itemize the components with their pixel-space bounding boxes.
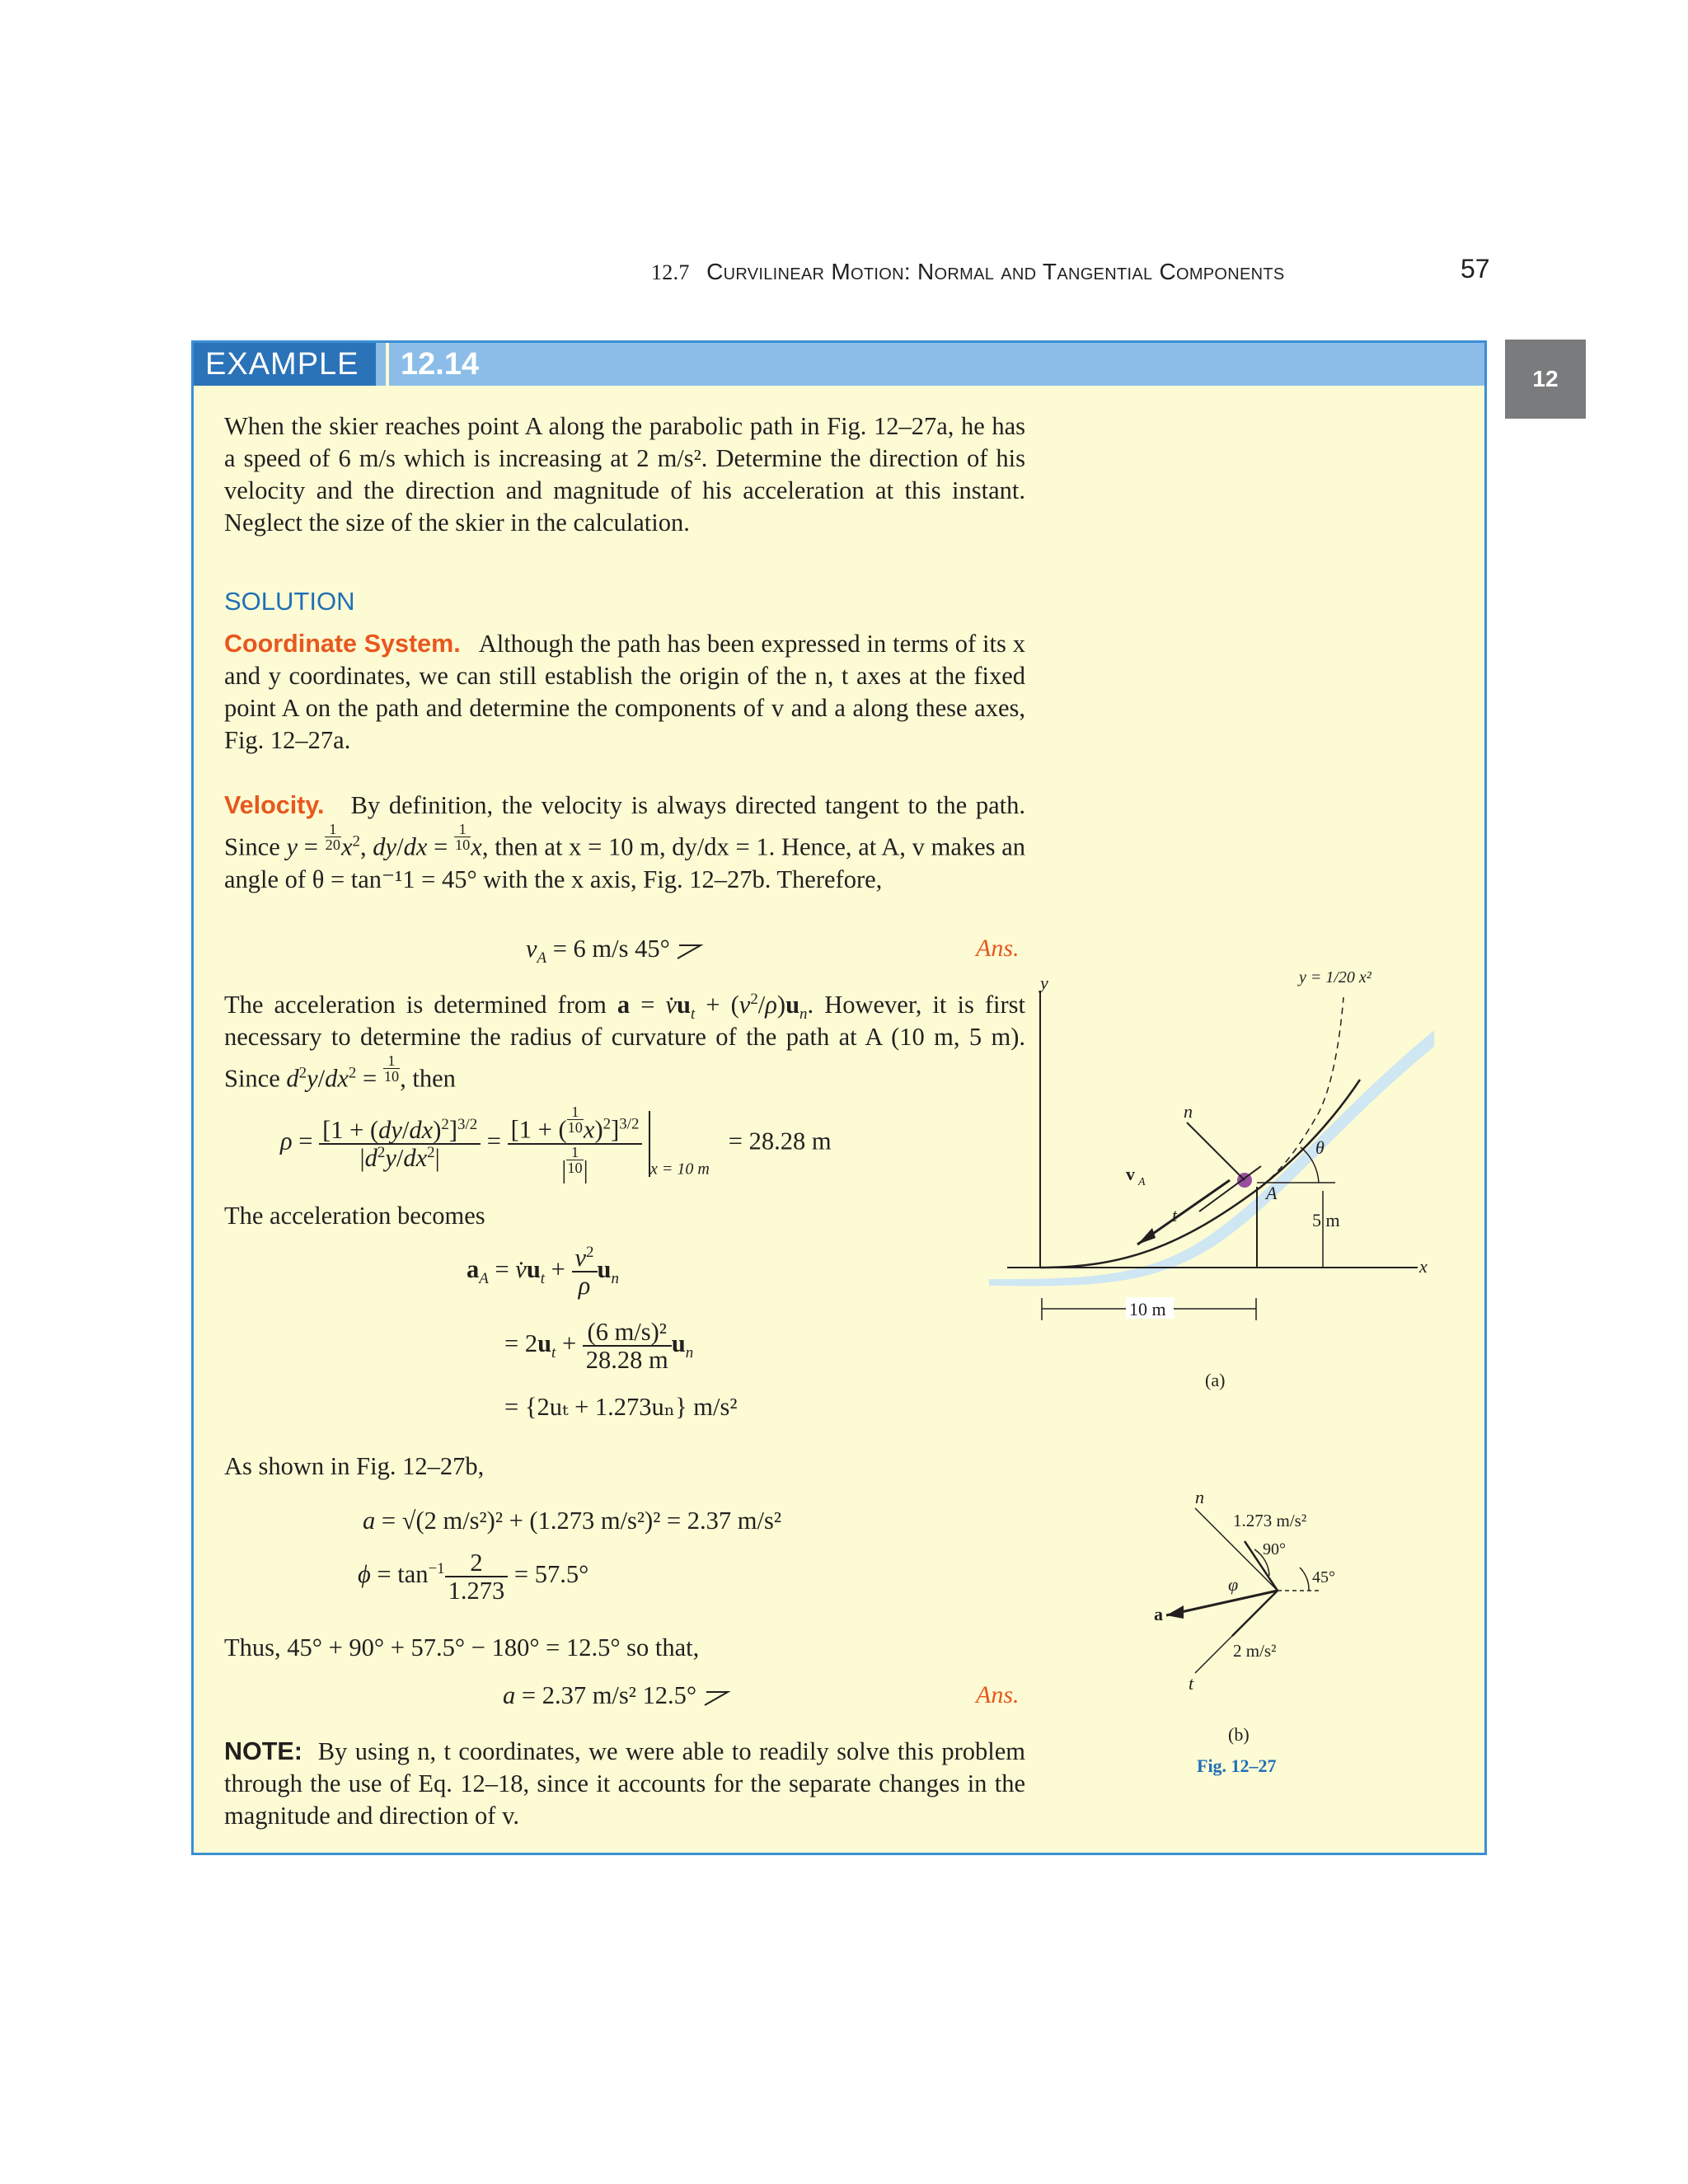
section-title: Curvilinear Motion: Normal and Tangential Components	[706, 259, 1285, 284]
tangential-accel-label: 2 m/s²	[1233, 1641, 1277, 1661]
accel-num: (6 m/s)²	[583, 1319, 672, 1347]
y-axis-label: y	[1040, 972, 1048, 993]
final-accel-equation: a = 2.37 m/s² 12.5°	[503, 1681, 731, 1710]
phi-label: φ	[1228, 1574, 1239, 1595]
point-a-label: A	[1266, 1183, 1278, 1203]
rho-equation: ρ = $\frac{[1 + (dy/dx)^2]^{3/2}}{|d^2y/dx^2|}$ = [1 + ( $\frac{1}{10}$ x)$^2$]$^{3/2}$ | $\frac{1}{10}$ | $_{x = 10 m}$ = 28.28 m	[280, 1104, 832, 1184]
n-label-b: n	[1195, 1487, 1204, 1507]
accel-line-1: $a_A$ = $v̇u_t$ + $\frac{v^2}{\rho}$ $u_n$	[467, 1243, 619, 1301]
v-sub-label: A	[1138, 1176, 1146, 1188]
t-label-a: t	[1172, 1205, 1178, 1226]
accel-arrowhead-icon	[1166, 1605, 1184, 1619]
velocity-arrowhead-icon	[1137, 1228, 1156, 1244]
rho-result: = 28.28 m	[728, 1127, 832, 1155]
final-accel: = 2.37 m/s² 12.5°	[521, 1681, 697, 1709]
velocity-result: = 6 m/s 45°	[552, 935, 670, 963]
slope-surface	[989, 1030, 1434, 1286]
accel-den: 28.28 m	[585, 1346, 668, 1375]
page-number: 57	[1461, 254, 1490, 284]
phi-den: 1.273	[448, 1577, 505, 1605]
t-label-b: t	[1189, 1673, 1194, 1694]
accel-magnitude-equation: a = √(2 m/s²)² + (1.273 m/s²)² = 2.37 m/s²	[363, 1507, 782, 1535]
parabolic-path	[1040, 1080, 1360, 1268]
figure-a	[989, 968, 1434, 1390]
velocity-equation: $v_A = 6$ m/s 45°	[526, 935, 704, 963]
as-shown-text: As shown in Fig. 12–27b,	[224, 1452, 485, 1480]
angle-45-arc	[1300, 1568, 1309, 1591]
velocity-paragraph: Velocity. By definition, the velocity is always directed tangent to the path. Since y = $\frac{1}{20}$ $x^2$, dy/dx = $\frac{1}{10}$ x, then at x = 10 m, dy/dx = 1. Hence, at A, v makes an angle of θ = tan⁻¹1 = 45° with the x axis, Fig. 12–27b. Therefore,	[224, 791, 1026, 893]
running-header	[651, 259, 1285, 285]
thus-line: Thus, 45° + 90° + 57.5° − 180° = 12.5° so that,	[224, 1633, 700, 1661]
example-label: EXAMPLE	[194, 343, 376, 386]
problem-statement	[224, 410, 1025, 539]
coordinate-text: Although the path has been expressed in terms of its x and y coordinates, we can still establish the origin of the n, t axes at the fixed point A on the path and determine the components of v and a along these axes, Fig. 12–27a.	[224, 630, 1025, 754]
accel-becomes: The acceleration becomes	[224, 1202, 485, 1230]
accel-magnitude: = √(2 m/s²)² + (1.273 m/s²)² = 2.37 m/s²	[381, 1507, 782, 1535]
problem-text: When the skier reaches point A along the parabolic path in Fig. 12–27a, he has a speed of 6 m/s which is increasing at 2 m/s². Determine the direction of his velocity and the direction and magnitude of his acceleration at this instant. Neglect the size of the skier in the calculation.	[224, 412, 1025, 537]
angle-90-label: 90°	[1263, 1540, 1286, 1558]
note-label: NOTE:	[224, 1737, 302, 1765]
ans-label-2: Ans.	[976, 1681, 1020, 1708]
phi-equation: $\phi = \tan^{-1}$ $\frac{2}{1.273}$ = 57.5°	[358, 1549, 589, 1605]
accel-text-1: The acceleration is determined from	[224, 991, 607, 1019]
velocity-heading: Velocity.	[224, 791, 325, 819]
chapter-tab: 12	[1505, 340, 1586, 419]
n-axis	[1187, 1122, 1245, 1180]
note-paragraph	[224, 1736, 1025, 1832]
dim-10m-label: 10 m	[1129, 1299, 1166, 1319]
phi-num: 2	[445, 1549, 509, 1577]
coordinate-heading: Coordinate System.	[224, 630, 461, 658]
acceleration-paragraph: The acceleration is determined from $a = v̇u_t + (v^2/\rho)u_n$. However, it is first necessary to determine the radius of curvature of the path at A (10 m, 5 m). Since $d^2y/dx^2$ = $\frac{1}{10}$ , then	[224, 990, 1026, 1093]
angle-45-label: 45°	[1312, 1568, 1335, 1586]
a-label-b: a	[1154, 1604, 1163, 1624]
ans-label-1: Ans.	[976, 935, 1020, 962]
velocity-text-1: By definition, the velocity is always directed tangent to the path. Since	[224, 791, 1026, 861]
solution-heading: SOLUTION	[224, 587, 355, 616]
figure-a-label: (a)	[1205, 1370, 1226, 1390]
accel-text-2: . However, it is first necessary to determine the radius of curvature of the path at A (10 m, 5 m). Since	[224, 991, 1026, 1093]
accel-line-2: = $2u_t$ + $\frac{\text{(6 m/s)²}}{28.28 m}$ $u_n$	[504, 1318, 694, 1375]
v-label: v	[1126, 1164, 1135, 1184]
velocity-text-2: then at x = 10 m, dy/dx = 1. Hence, at A, v makes an angle of θ = tan⁻¹1 = 45° with the x axis, Fig. 12–27b. Therefore,	[224, 832, 1026, 893]
dim-5m-label: 5 m	[1312, 1210, 1340, 1230]
figure-caption: Fig. 12–27	[1197, 1755, 1277, 1776]
direction-arrow-icon	[676, 942, 704, 960]
note-text: By using n, t coordinates, we were able to readily solve this problem through the use of Eq. 12–18, since it accounts for the separate changes in the magnitude and direction of v.	[224, 1737, 1026, 1830]
section-number: 12.7	[651, 260, 690, 284]
example-number: 12.14	[386, 343, 479, 386]
figure-b-label: (b)	[1228, 1724, 1250, 1745]
accel-line-3: = {2uₜ + 1.273uₙ} m/s²	[504, 1393, 738, 1421]
figure-12-27	[989, 964, 1451, 1821]
direction-arrow-icon	[703, 1689, 731, 1707]
normal-accel-label: 1.273 m/s²	[1233, 1511, 1307, 1530]
coordinate-paragraph	[224, 628, 1025, 757]
x-axis-label: x	[1419, 1256, 1428, 1277]
n-label-a: n	[1184, 1101, 1193, 1122]
figure-b	[1154, 1487, 1335, 1776]
theta-label: θ	[1315, 1137, 1325, 1158]
rho-eval-point: x = 10 m	[650, 1160, 710, 1179]
phi-result: = 57.5°	[513, 1560, 589, 1589]
curve-label: y = 1/20 x²	[1299, 968, 1372, 987]
accel-text-3: , then	[400, 1064, 456, 1093]
tangential-accel-vector	[1232, 1591, 1278, 1636]
